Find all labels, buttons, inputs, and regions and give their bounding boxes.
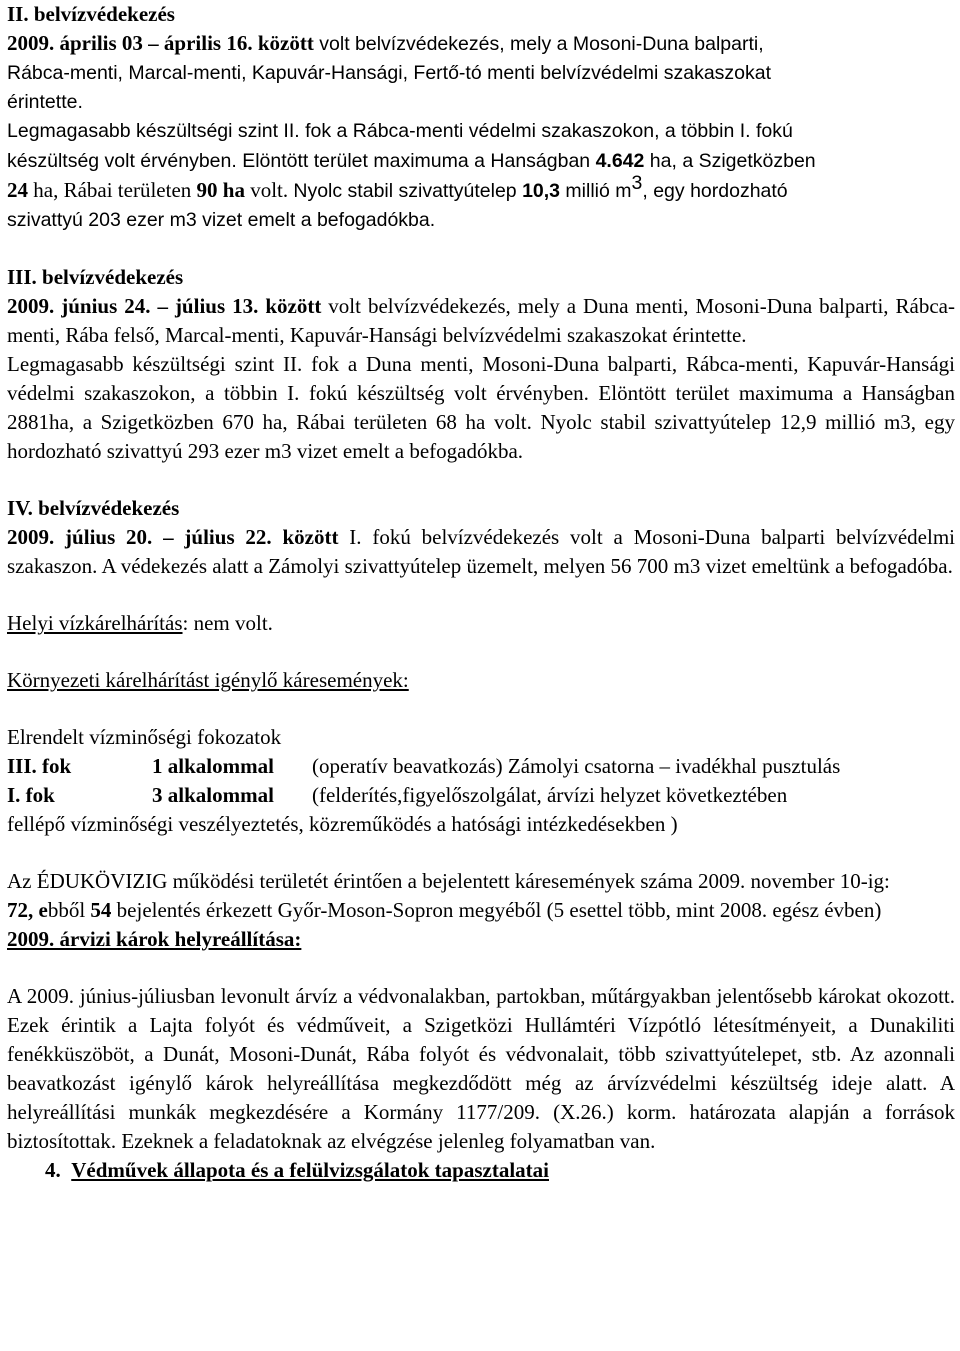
section-3-body: Legmagasabb készültségi szint II. fok a Duna menti, Mosoni-Duna balparti, Rábca-menti, Kapuvár-Hansági védelmi szakaszokon, a többin I. fokú készültség volt érvényben. Elöntött terület maximuma a Hanságban 2881ha, a Szigetközben 670 ha, Rábai területen 68 ha volt. Nyolc stabil szivattyútelep 12,9 millió m3, egy hordozható szivattyú 293 ezer m3 vizet emelt a befogadókba. [7,352,955,463]
report-count-total: 72, e [7,898,48,922]
section-2-s3b: ha, Rábai területen [28,178,197,202]
env-row-1 [7,752,955,781]
section-2-s3d: volt. [244,178,294,202]
section-4-date: 2009. július 20. – július 22. között [7,525,339,549]
spacer [7,466,955,494]
section-2-s3e: Nyolc stabil szivattyútelep [293,180,523,202]
env-row-1-desc: (operatív beavatkozás) Zámolyi csatorna – ivadékhal pusztulás [312,754,841,778]
section-2-s2c: 642 [611,150,645,172]
section-2-status-line3 [7,172,955,206]
section-2-kozott: között [252,31,314,55]
section-2-text1: volt belvízvédekezés, mely a Mosoni-Duna balparti, [313,33,764,55]
section-2-heading: II. belvízvédekezés [7,2,175,26]
env-row-1-fok: III. fok [7,754,72,778]
env-subheading: Elrendelt vízminőségi fokozatok [7,725,282,749]
env-row-2-fok: I. fok [7,783,55,807]
section-2-s2b: 4. [595,150,612,172]
section-2-s3c: 90 ha [196,178,245,202]
section-2-s3a: 24 [7,178,28,202]
document-page [7,0,955,1185]
report-text-1: Az ÉDUKÖVIZIG működési területét érintően a bejelentett káresemények száma 2009. november 10-ig: [7,869,890,893]
env-row-2-continued: fellépő vízminőségi veszélyeztetés, közreműködés a hatósági intézkedésekben ) [7,812,678,836]
section-2-status-line2 [7,146,955,176]
section-3-date: 2009. június 24. – július 13. között [7,294,322,318]
env-row-1-count: 1 alkalommal [152,754,274,778]
report-paragraph [7,867,907,925]
restore-heading: 2009. árvizi károk helyreállítása: [7,927,302,951]
section-2-line3: érintette. [7,91,83,113]
section-4-body [7,523,955,581]
section-2-s2d: ha, a Szigetközben [644,150,816,172]
spacer [7,638,955,666]
section-3-text: volt belvízvédekezés, mely a Duna menti, Mosoni-Duna balparti, Rábca-menti, Rába felső, Marcal-menti, Kapuvár-Hansági belvízvédelmi szakaszokat érintette. [7,294,955,347]
section-2-s3f: 10,3 [522,180,561,202]
spacer [7,954,955,982]
section-2-intro [7,29,955,59]
section-2-date: 2009. április 03 – április 16. [7,31,253,55]
next-section-title: Védművek állapota és a felülvizsgálatok tapasztalatai [71,1158,549,1182]
env-row-2-count: 3 alkalommal [152,783,274,807]
section-4-text: I. fokú belvízvédekezés volt a Mosoni-Duna balparti belvízvédelmi szakaszon. A védekezés alatt a Zámolyi szivattyútelep üzemelt, melyen 56 700 m3 vizet emeltünk a befogadóba. [7,525,955,578]
section-2-line2: Rábca-menti, Marcal-menti, Kapuvár-Hansági, Fertő-tó menti belvízvédelmi szakaszokat [7,62,772,84]
section-2-s3h: , egy hordozható [642,180,788,202]
spacer [7,235,955,263]
section-3-intro [7,292,955,350]
restore-body: A 2009. június-júliusban levonult árvíz a védvonalakban, partokban, műtárgyakban jelentősebb károkat okozott. Ezek érintik a Lajta folyót és védműveit, a Szigetközi Hullámtéri Vízpótló létesítményeit, a Dunakiliti fenékküszöböt, a Dunát, Mosoni-Dunát, Rába folyót és védvonalait, több szivattyútelepet, stb. Az azonnali beavatkozást igénylő károk helyreállítása megkezdődött még az árvízvédelmi készültség ideje alatt. A helyreállítási munkák megkezdésére a Kormány 1177/209. (X.26.) korm. határozata alapján a források biztosítottak. Ezeknek a feladatoknak az elvégzése jelenleg folyamatban van. [7,984,955,1153]
spacer [7,839,955,867]
section-4-heading: IV. belvízvédekezés [7,496,180,520]
section-2-status-line4: szivattyú 203 ezer m3 vizet emelt a befogadókba. [7,209,436,231]
next-section-heading [45,1156,955,1185]
next-section-number: 4. [45,1158,61,1182]
section-3-heading: III. belvízvédekezés [7,265,184,289]
report-text-3: bejelentés érkezett Győr-Moson-Sopron megyéből (5 esettel több, mint 2008. egész évben) [111,898,882,922]
local-damage-label: Helyi vízkárelhárítás [7,611,183,635]
env-row-2-desc: (felderítés,figyelőszolgálat, árvízi helyzet következtében [312,783,788,807]
report-text-2: bből [47,898,91,922]
spacer [7,695,955,723]
section-2-s3g: millió m [560,180,632,202]
section-2-status-line1: Legmagasabb készültségi szint II. fok a Rábca-menti védelmi szakaszokon, a többin I. fokú [7,120,793,142]
section-2-s3sup: 3 [631,172,643,194]
env-row-2 [7,781,955,810]
report-count-county: 54 [90,898,112,922]
section-2-s2a: készültség volt érvényben. Elöntött terület maximuma a Hanságban [7,150,596,172]
local-damage-value: : nem volt. [182,611,273,635]
env-heading: Környezeti kárelhárítást igénylő káresemények: [7,668,409,692]
local-damage-line [7,609,955,638]
spacer [7,581,955,609]
